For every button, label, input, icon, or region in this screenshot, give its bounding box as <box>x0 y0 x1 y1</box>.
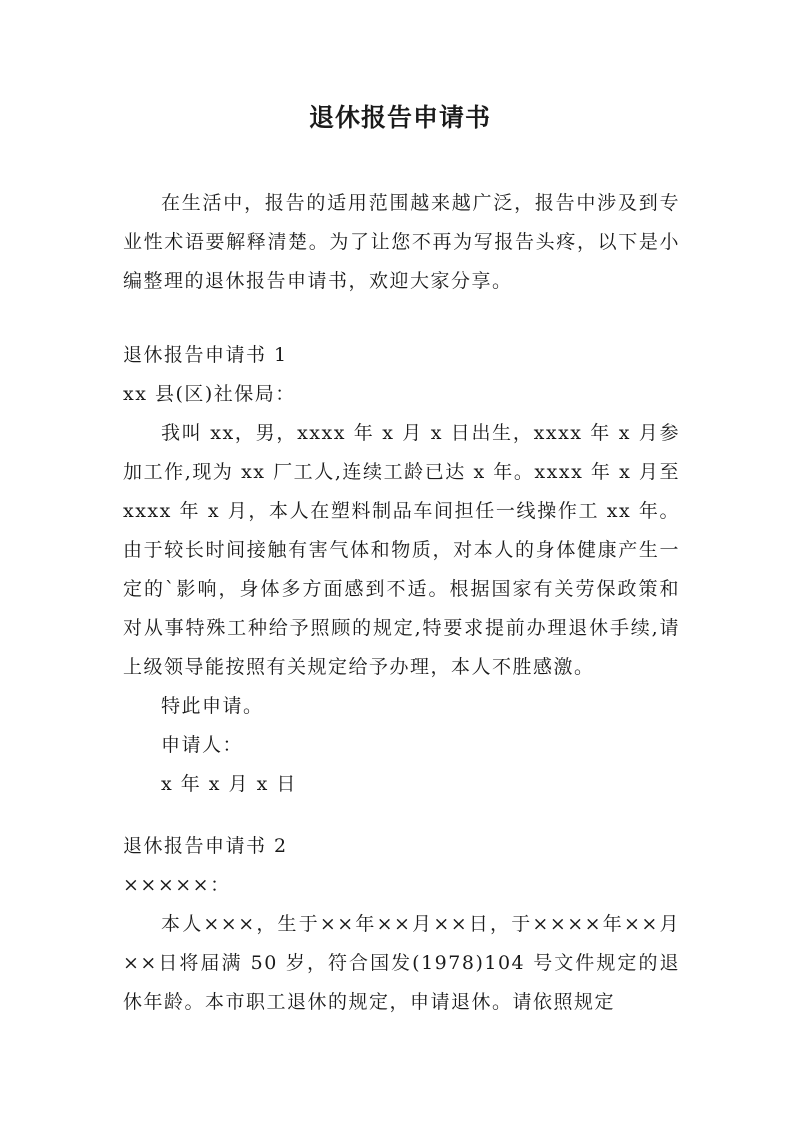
section-2-salutation: ×××××： <box>123 874 231 896</box>
section-1-date: x 年 x 月 x 日 <box>161 773 297 795</box>
section-1-salutation: xx 县(区)社保局： <box>123 383 296 405</box>
section-1-applicant: 申请人： <box>161 734 244 756</box>
document-title: 退休报告申请书 <box>308 103 491 132</box>
section-2 <box>123 827 680 1022</box>
section-2-heading: 退休报告申请书 2 <box>123 835 288 857</box>
section-1-heading: 退休报告申请书 1 <box>123 344 288 366</box>
section-1 <box>123 336 680 804</box>
section-1-paragraph: 我叫 xx，男，xxxx 年 x 月 x 日出生，xxxx 年 x 月参加工作,现为 xx 厂工人,连续工龄已达 x 年。xxxx 年 x 月至 xxxx 年 x 月，本人在塑料制品车间担任一线操作工 xx 年。由于较长时间接触有害气体和物质，对本人的身体健康产生一定的`影响，身体多方面感到不适。根据国家有关劳保政策和对从事特殊工种给予照顾的规定,特要求提前办理退休手续,请上级领导能按照有关规定给予办理，本人不胜感激。 <box>123 422 680 678</box>
section-2-paragraph: 本人×××，生于××年××月××日，于××××年××月××日将届满 50 岁，符合国发(1978)104 号文件规定的退休年龄。本市职工退休的规定，申请退休。请依照规定 <box>123 913 680 1013</box>
intro-paragraph: 在生活中，报告的适用范围越来越广泛，报告中涉及到专业性术语要解释清楚。为了让您不再为写报告头疼，以下是小编整理的退休报告申请书，欢迎大家分享。 <box>123 192 680 292</box>
intro-block <box>123 184 680 301</box>
section-1-closing: 特此申请。 <box>161 695 264 717</box>
